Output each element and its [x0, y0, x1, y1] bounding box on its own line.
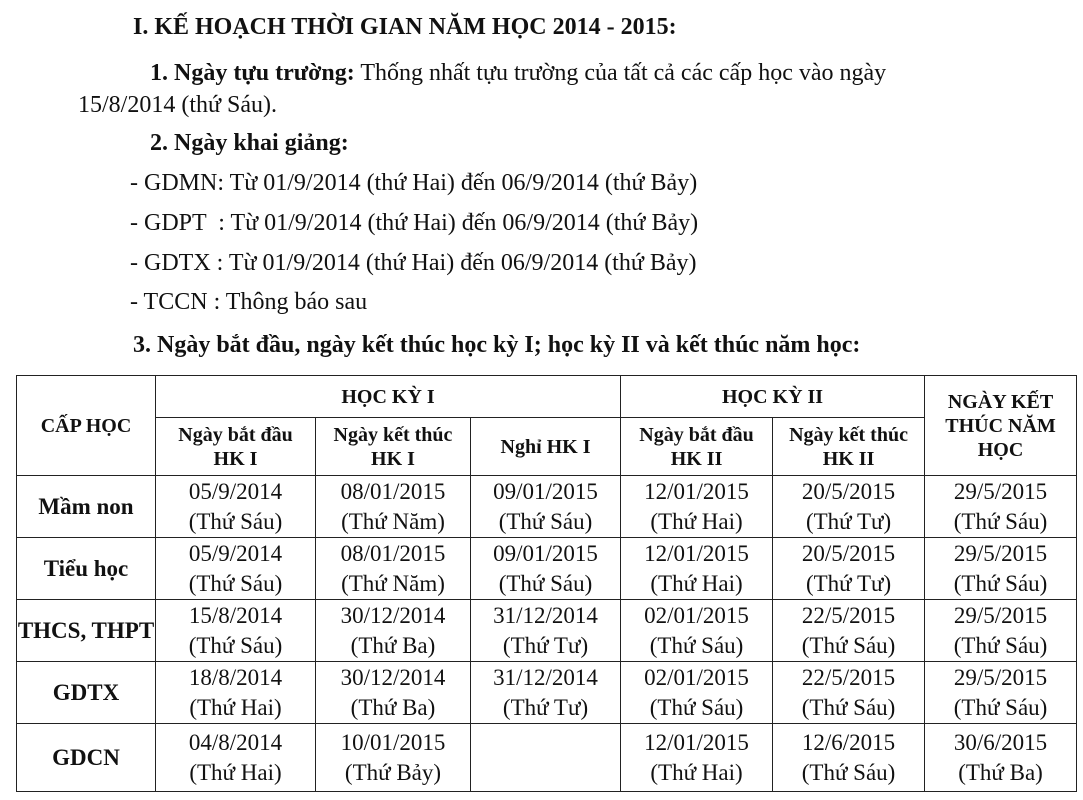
table-row-thcs-thpt: [17, 600, 1077, 662]
date-cell: 22/5/2015 (Thứ Sáu): [773, 662, 925, 724]
date-cell: 22/5/2015 (Thứ Sáu): [773, 600, 925, 662]
level-cell: THCS, THPT: [17, 600, 156, 662]
schedule-table: [16, 375, 1077, 792]
date-cell: 02/01/2015 (Thứ Sáu): [621, 662, 773, 724]
item-3-label: 3. Ngày bắt đầu, ngày kết thúc học kỳ I; học kỳ II và kết thúc năm học:: [133, 332, 861, 358]
date-cell: 12/01/2015 (Thứ Hai): [621, 724, 773, 792]
section-heading: I. KẾ HOẠCH THỜI GIAN NĂM HỌC 2014 - 2015:: [133, 14, 677, 40]
date-cell: 20/5/2015 (Thứ Tư): [773, 538, 925, 600]
date-cell: 30/12/2014 (Thứ Ba): [316, 662, 471, 724]
group-header-hk2: HỌC KỲ II: [621, 376, 925, 418]
date-cell: 30/6/2015 (Thứ Ba): [925, 724, 1077, 792]
date-cell: 09/01/2015 (Thứ Sáu): [471, 476, 621, 538]
date-cell-empty: [471, 724, 621, 792]
date-cell: 05/9/2014 (Thứ Sáu): [156, 538, 316, 600]
date-cell: 12/01/2015 (Thứ Hai): [621, 476, 773, 538]
table-row-gdcn: [17, 724, 1077, 792]
date-cell: 29/5/2015 (Thứ Sáu): [925, 662, 1077, 724]
date-cell: 31/12/2014 (Thứ Tư): [471, 600, 621, 662]
sub-header-hk2-start: Ngày bắt đầu HK II: [621, 418, 773, 476]
col-header-level: CẤP HỌC: [17, 376, 156, 476]
table-row-gdtx: [17, 662, 1077, 724]
date-cell: 12/6/2015 (Thứ Sáu): [773, 724, 925, 792]
date-cell: 29/5/2015 (Thứ Sáu): [925, 538, 1077, 600]
item-2-label: 2. Ngày khai giảng:: [150, 130, 349, 156]
group-header-hk1: HỌC KỲ I: [156, 376, 621, 418]
sub-header-hk1-start: Ngày bắt đầu HK I: [156, 418, 316, 476]
date-cell: 29/5/2015 (Thứ Sáu): [925, 476, 1077, 538]
date-cell: 30/12/2014 (Thứ Ba): [316, 600, 471, 662]
date-cell: 15/8/2014 (Thứ Sáu): [156, 600, 316, 662]
date-cell: 05/9/2014 (Thứ Sáu): [156, 476, 316, 538]
col-header-end-year: NGÀY KẾT THÚC NĂM HỌC: [925, 376, 1077, 476]
item-1-label: 1. Ngày tựu trường:: [150, 60, 355, 86]
date-cell: 08/01/2015 (Thứ Năm): [316, 538, 471, 600]
level-cell: Tiểu học: [17, 538, 156, 600]
date-cell: 09/01/2015 (Thứ Sáu): [471, 538, 621, 600]
item-1-paragraph: [150, 58, 886, 88]
date-cell: 31/12/2014 (Thứ Tư): [471, 662, 621, 724]
sub-header-hk1-end: Ngày kết thúc HK I: [316, 418, 471, 476]
table-row-tieu-hoc: [17, 538, 1077, 600]
item-1-text: Thống nhất tựu trường của tất cả các cấp học vào ngày: [354, 60, 887, 86]
date-cell: 12/01/2015 (Thứ Hai): [621, 538, 773, 600]
level-cell: GDTX: [17, 662, 156, 724]
item-2-bullet-gdpt: - GDPT : Từ 01/9/2014 (thứ Hai) đến 06/9/2014 (thứ Bảy): [130, 210, 699, 236]
sub-header-hk1-break: Nghỉ HK I: [471, 418, 621, 476]
date-cell: 02/01/2015 (Thứ Sáu): [621, 600, 773, 662]
item-1-text-continued: 15/8/2014 (thứ Sáu).: [78, 92, 277, 118]
date-cell: 10/01/2015 (Thứ Bảy): [316, 724, 471, 792]
item-2-bullet-gdmn: - GDMN: Từ 01/9/2014 (thứ Hai) đến 06/9/2014 (thứ Bảy): [130, 170, 698, 196]
date-cell: 04/8/2014 (Thứ Hai): [156, 724, 316, 792]
date-cell: 29/5/2015 (Thứ Sáu): [925, 600, 1077, 662]
date-cell: 20/5/2015 (Thứ Tư): [773, 476, 925, 538]
item-2-bullet-tccn: - TCCN : Thông báo sau: [130, 289, 368, 315]
date-cell: 08/01/2015 (Thứ Năm): [316, 476, 471, 538]
sub-header-hk2-end: Ngày kết thúc HK II: [773, 418, 925, 476]
item-2-bullet-gdtx: - GDTX : Từ 01/9/2014 (thứ Hai) đến 06/9/2014 (thứ Bảy): [130, 250, 697, 276]
table-row-mam-non: [17, 476, 1077, 538]
date-cell: 18/8/2014 (Thứ Hai): [156, 662, 316, 724]
level-cell: Mầm non: [17, 476, 156, 538]
level-cell: GDCN: [17, 724, 156, 792]
